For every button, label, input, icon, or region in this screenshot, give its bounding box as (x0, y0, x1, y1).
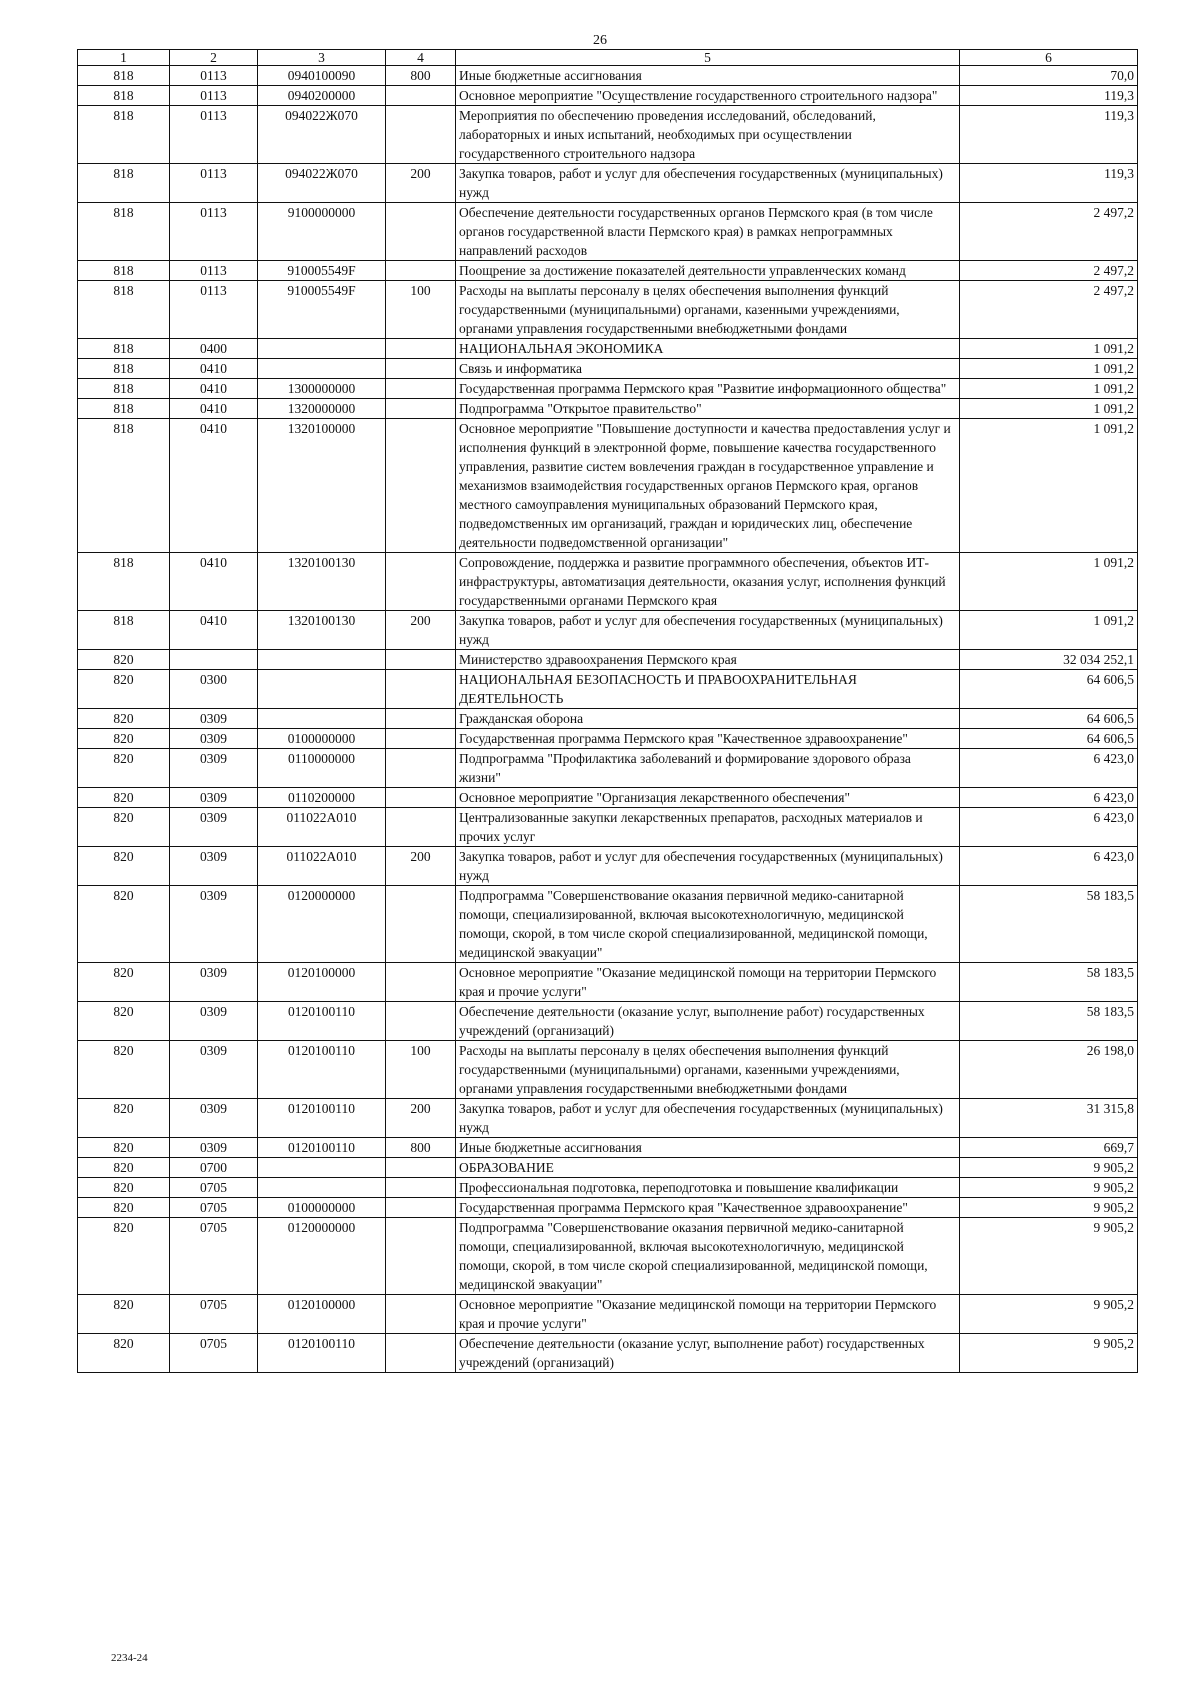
cell-expense-type (386, 788, 456, 808)
cell-amount: 1 091,2 (960, 553, 1138, 611)
cell-description: Основное мероприятие "Осуществление государственного строительного надзора" (456, 86, 960, 106)
cell-description: Расходы на выплаты персоналу в целях обеспечения выполнения функций государственными (муниципальными) органами, казенными учреждениями, органами управления государственными внебюджетными фондами (456, 281, 960, 339)
table-row (78, 709, 1138, 729)
cell-ministry-code: 818 (78, 339, 170, 359)
cell-ministry-code: 820 (78, 1002, 170, 1041)
cell-ministry-code: 818 (78, 611, 170, 650)
table-row (78, 1041, 1138, 1099)
cell-ministry-code: 820 (78, 729, 170, 749)
cell-target-article (258, 650, 386, 670)
cell-ministry-code: 820 (78, 709, 170, 729)
cell-amount: 58 183,5 (960, 963, 1138, 1002)
cell-target-article (258, 709, 386, 729)
table-row (78, 553, 1138, 611)
cell-ministry-code: 820 (78, 1218, 170, 1295)
cell-ministry-code: 818 (78, 203, 170, 261)
cell-expense-type (386, 808, 456, 847)
cell-target-article: 094022Ж070 (258, 164, 386, 203)
cell-ministry-code: 818 (78, 553, 170, 611)
cell-expense-type (386, 399, 456, 419)
cell-ministry-code: 818 (78, 106, 170, 164)
cell-section-code (170, 650, 258, 670)
table-row (78, 847, 1138, 886)
cell-expense-type (386, 86, 456, 106)
cell-ministry-code: 818 (78, 399, 170, 419)
cell-section-code: 0113 (170, 203, 258, 261)
cell-ministry-code: 820 (78, 650, 170, 670)
cell-amount: 9 905,2 (960, 1158, 1138, 1178)
cell-target-article: 011022А010 (258, 847, 386, 886)
cell-amount: 31 315,8 (960, 1099, 1138, 1138)
cell-expense-type (386, 106, 456, 164)
table-header-row (78, 50, 1138, 66)
cell-ministry-code: 820 (78, 847, 170, 886)
cell-target-article (258, 359, 386, 379)
cell-description: Поощрение за достижение показателей деятельности управленческих команд (456, 261, 960, 281)
cell-amount: 1 091,2 (960, 379, 1138, 399)
cell-section-code: 0400 (170, 339, 258, 359)
table-row (78, 1198, 1138, 1218)
cell-ministry-code: 818 (78, 164, 170, 203)
table-row (78, 749, 1138, 788)
cell-description: Расходы на выплаты персоналу в целях обеспечения выполнения функций государственными (муниципальными) органами, казенными учреждениями, органами управления государственными внебюджетными фондами (456, 1041, 960, 1099)
cell-target-article (258, 339, 386, 359)
cell-ministry-code: 820 (78, 1198, 170, 1218)
cell-target-article: 1320100000 (258, 419, 386, 553)
cell-expense-type (386, 1178, 456, 1198)
cell-section-code: 0113 (170, 106, 258, 164)
table-row (78, 1295, 1138, 1334)
cell-section-code: 0309 (170, 1002, 258, 1041)
table-row (78, 963, 1138, 1002)
cell-description: Закупка товаров, работ и услуг для обеспечения государственных (муниципальных) нужд (456, 1099, 960, 1138)
cell-amount: 64 606,5 (960, 670, 1138, 709)
cell-amount: 64 606,5 (960, 709, 1138, 729)
table-row (78, 86, 1138, 106)
cell-section-code: 0113 (170, 281, 258, 339)
cell-description: Централизованные закупки лекарственных препаратов, расходных материалов и прочих услуг (456, 808, 960, 847)
table-row (78, 106, 1138, 164)
cell-ministry-code: 818 (78, 261, 170, 281)
table-row (78, 1218, 1138, 1295)
cell-amount: 6 423,0 (960, 749, 1138, 788)
cell-description: НАЦИОНАЛЬНАЯ ЭКОНОМИКА (456, 339, 960, 359)
cell-description: Государственная программа Пермского края "Качественное здравоохранение" (456, 1198, 960, 1218)
cell-ministry-code: 820 (78, 886, 170, 963)
cell-amount: 9 905,2 (960, 1295, 1138, 1334)
column-header-4: 4 (386, 50, 456, 66)
cell-ministry-code: 818 (78, 379, 170, 399)
cell-description: Подпрограмма "Совершенствование оказания первичной медико-санитарной помощи, специализированной, включая высокотехнологичную, медицинской помощи, скорой, в том числе скорой специализированной, медицинской помощи, медицинской эвакуации" (456, 1218, 960, 1295)
cell-description: Основное мероприятие "Организация лекарственного обеспечения" (456, 788, 960, 808)
cell-expense-type: 100 (386, 281, 456, 339)
cell-section-code: 0410 (170, 379, 258, 399)
cell-description: Иные бюджетные ассигнования (456, 1138, 960, 1158)
cell-description: Связь и информатика (456, 359, 960, 379)
cell-section-code: 0309 (170, 886, 258, 963)
cell-expense-type (386, 1334, 456, 1373)
cell-description: Закупка товаров, работ и услуг для обеспечения государственных (муниципальных) нужд (456, 164, 960, 203)
cell-section-code: 0309 (170, 1099, 258, 1138)
column-header-3: 3 (258, 50, 386, 66)
table-row (78, 670, 1138, 709)
cell-expense-type (386, 1295, 456, 1334)
cell-section-code: 0705 (170, 1295, 258, 1334)
table-row (78, 611, 1138, 650)
cell-expense-type: 200 (386, 611, 456, 650)
table-row (78, 650, 1138, 670)
cell-target-article: 0120100110 (258, 1138, 386, 1158)
cell-section-code: 0705 (170, 1178, 258, 1198)
cell-ministry-code: 820 (78, 963, 170, 1002)
column-header-6: 6 (960, 50, 1138, 66)
cell-amount: 1 091,2 (960, 419, 1138, 553)
table-row (78, 399, 1138, 419)
cell-amount: 119,3 (960, 164, 1138, 203)
cell-expense-type (386, 359, 456, 379)
cell-expense-type (386, 1198, 456, 1218)
cell-expense-type (386, 261, 456, 281)
cell-description: Закупка товаров, работ и услуг для обеспечения государственных (муниципальных) нужд (456, 847, 960, 886)
cell-ministry-code: 818 (78, 419, 170, 553)
cell-section-code: 0410 (170, 611, 258, 650)
cell-description: Государственная программа Пермского края "Развитие информационного общества" (456, 379, 960, 399)
cell-amount: 1 091,2 (960, 339, 1138, 359)
cell-target-article: 0120000000 (258, 1218, 386, 1295)
cell-expense-type (386, 1218, 456, 1295)
column-header-5: 5 (456, 50, 960, 66)
cell-section-code: 0113 (170, 66, 258, 86)
table-row (78, 1334, 1138, 1373)
cell-ministry-code: 820 (78, 670, 170, 709)
cell-description: Подпрограмма "Профилактика заболеваний и формирование здорового образа жизни" (456, 749, 960, 788)
cell-description: Профессиональная подготовка, переподготовка и повышение квалификации (456, 1178, 960, 1198)
cell-section-code: 0113 (170, 86, 258, 106)
cell-ministry-code: 820 (78, 1334, 170, 1373)
cell-target-article: 1320000000 (258, 399, 386, 419)
table-row (78, 788, 1138, 808)
cell-amount: 26 198,0 (960, 1041, 1138, 1099)
cell-target-article: 0940200000 (258, 86, 386, 106)
budget-table-container (77, 49, 1137, 1373)
document-code: 2234-24 (111, 1652, 148, 1664)
cell-amount: 2 497,2 (960, 261, 1138, 281)
cell-description: Иные бюджетные ассигнования (456, 66, 960, 86)
cell-amount: 1 091,2 (960, 399, 1138, 419)
cell-ministry-code: 820 (78, 1138, 170, 1158)
cell-expense-type (386, 553, 456, 611)
cell-description: Основное мероприятие "Оказание медицинской помощи на территории Пермского края и прочие услуги" (456, 1295, 960, 1334)
cell-expense-type (386, 379, 456, 399)
cell-expense-type: 800 (386, 1138, 456, 1158)
table-row (78, 1158, 1138, 1178)
table-row (78, 281, 1138, 339)
cell-amount: 9 905,2 (960, 1334, 1138, 1373)
cell-description: Государственная программа Пермского края "Качественное здравоохранение" (456, 729, 960, 749)
cell-amount: 1 091,2 (960, 359, 1138, 379)
cell-expense-type (386, 203, 456, 261)
table-row (78, 729, 1138, 749)
table-row (78, 1138, 1138, 1158)
table-row (78, 339, 1138, 359)
cell-description: Обеспечение деятельности (оказание услуг, выполнение работ) государственных учреждений (организаций) (456, 1002, 960, 1041)
cell-target-article: 011022А010 (258, 808, 386, 847)
cell-description: Мероприятия по обеспечению проведения исследований, обследований, лабораторных и иных испытаний, необходимых при осуществлении государственного строительного надзора (456, 106, 960, 164)
cell-target-article: 0100000000 (258, 1198, 386, 1218)
cell-target-article: 0120000000 (258, 886, 386, 963)
cell-section-code: 0410 (170, 419, 258, 553)
cell-ministry-code: 820 (78, 808, 170, 847)
cell-amount: 119,3 (960, 106, 1138, 164)
cell-target-article: 1320100130 (258, 553, 386, 611)
cell-amount: 9 905,2 (960, 1178, 1138, 1198)
cell-description: Гражданская оборона (456, 709, 960, 729)
cell-expense-type: 100 (386, 1041, 456, 1099)
cell-expense-type (386, 886, 456, 963)
cell-expense-type (386, 339, 456, 359)
cell-ministry-code: 820 (78, 1178, 170, 1198)
cell-description: Подпрограмма "Открытое правительство" (456, 399, 960, 419)
cell-ministry-code: 818 (78, 281, 170, 339)
cell-amount: 6 423,0 (960, 808, 1138, 847)
cell-description: Сопровождение, поддержка и развитие программного обеспечения, объектов ИТ-инфраструктуры, автоматизация деятельности, оказания услуг, исполнения функций государственными органами Пермского края (456, 553, 960, 611)
cell-amount: 70,0 (960, 66, 1138, 86)
cell-expense-type (386, 729, 456, 749)
cell-target-article: 1300000000 (258, 379, 386, 399)
cell-description: Министерство здравоохранения Пермского края (456, 650, 960, 670)
cell-target-article: 0120100000 (258, 963, 386, 1002)
cell-section-code: 0410 (170, 399, 258, 419)
table-row (78, 203, 1138, 261)
cell-ministry-code: 818 (78, 66, 170, 86)
cell-expense-type: 200 (386, 1099, 456, 1138)
table-row (78, 66, 1138, 86)
cell-expense-type (386, 670, 456, 709)
cell-expense-type (386, 1002, 456, 1041)
cell-ministry-code: 820 (78, 1295, 170, 1334)
cell-target-article: 094022Ж070 (258, 106, 386, 164)
cell-ministry-code: 820 (78, 1099, 170, 1138)
cell-section-code: 0309 (170, 729, 258, 749)
cell-target-article: 0110000000 (258, 749, 386, 788)
cell-section-code: 0309 (170, 749, 258, 788)
cell-section-code: 0309 (170, 1041, 258, 1099)
cell-section-code: 0113 (170, 164, 258, 203)
cell-target-article: 0120100110 (258, 1334, 386, 1373)
page-number: 26 (593, 33, 607, 48)
cell-section-code: 0705 (170, 1334, 258, 1373)
cell-expense-type (386, 963, 456, 1002)
cell-target-article (258, 670, 386, 709)
cell-expense-type (386, 1158, 456, 1178)
cell-description: НАЦИОНАЛЬНАЯ БЕЗОПАСНОСТЬ И ПРАВООХРАНИТЕЛЬНАЯ ДЕЯТЕЛЬНОСТЬ (456, 670, 960, 709)
cell-ministry-code: 818 (78, 359, 170, 379)
cell-amount: 9 905,2 (960, 1218, 1138, 1295)
table-row (78, 1002, 1138, 1041)
cell-description: ОБРАЗОВАНИЕ (456, 1158, 960, 1178)
cell-target-article: 1320100130 (258, 611, 386, 650)
table-row (78, 164, 1138, 203)
cell-section-code: 0410 (170, 359, 258, 379)
cell-section-code: 0309 (170, 1138, 258, 1158)
cell-expense-type (386, 709, 456, 729)
cell-target-article: 0120100110 (258, 1002, 386, 1041)
cell-target-article: 9100000000 (258, 203, 386, 261)
cell-amount: 1 091,2 (960, 611, 1138, 650)
cell-amount: 58 183,5 (960, 886, 1138, 963)
cell-target-article: 0120100000 (258, 1295, 386, 1334)
cell-amount: 119,3 (960, 86, 1138, 106)
cell-expense-type: 200 (386, 847, 456, 886)
cell-amount: 6 423,0 (960, 788, 1138, 808)
table-row (78, 359, 1138, 379)
cell-target-article: 0120100110 (258, 1041, 386, 1099)
cell-section-code: 0705 (170, 1218, 258, 1295)
cell-section-code: 0113 (170, 261, 258, 281)
cell-section-code: 0309 (170, 963, 258, 1002)
cell-section-code: 0309 (170, 709, 258, 729)
cell-target-article (258, 1178, 386, 1198)
column-header-1: 1 (78, 50, 170, 66)
table-row (78, 379, 1138, 399)
cell-target-article (258, 1158, 386, 1178)
table-row (78, 419, 1138, 553)
cell-section-code: 0410 (170, 553, 258, 611)
cell-expense-type (386, 749, 456, 788)
table-row (78, 886, 1138, 963)
cell-ministry-code: 820 (78, 1158, 170, 1178)
cell-amount: 2 497,2 (960, 281, 1138, 339)
cell-target-article: 0120100110 (258, 1099, 386, 1138)
cell-ministry-code: 818 (78, 86, 170, 106)
cell-description: Обеспечение деятельности государственных органов Пермского края (в том числе органов государственной власти Пермского края) в рамках непрограммных направлений расходов (456, 203, 960, 261)
cell-target-article: 910005549F (258, 261, 386, 281)
table-body (78, 66, 1138, 1373)
cell-section-code: 0309 (170, 788, 258, 808)
cell-expense-type (386, 650, 456, 670)
cell-amount: 64 606,5 (960, 729, 1138, 749)
cell-target-article: 910005549F (258, 281, 386, 339)
cell-target-article: 0940100090 (258, 66, 386, 86)
cell-section-code: 0705 (170, 1198, 258, 1218)
table-row (78, 808, 1138, 847)
cell-section-code: 0309 (170, 847, 258, 886)
cell-description: Закупка товаров, работ и услуг для обеспечения государственных (муниципальных) нужд (456, 611, 960, 650)
table-row (78, 261, 1138, 281)
cell-target-article: 0100000000 (258, 729, 386, 749)
cell-target-article: 0110200000 (258, 788, 386, 808)
cell-description: Основное мероприятие "Повышение доступности и качества предоставления услуг и исполнения функций в электронной форме, повышение качества государственного управления, развитие систем вовлечения граждан в государственное управление и механизмов взаимодействия государственных органов Пермского края, органов местного самоуправления муниципальных образований Пермского края, подведомственных им организаций, граждан и юридических лиц, обеспечение деятельности подведомственной организации" (456, 419, 960, 553)
cell-amount: 2 497,2 (960, 203, 1138, 261)
column-header-2: 2 (170, 50, 258, 66)
cell-amount: 32 034 252,1 (960, 650, 1138, 670)
cell-amount: 669,7 (960, 1138, 1138, 1158)
cell-section-code: 0300 (170, 670, 258, 709)
cell-expense-type (386, 419, 456, 553)
table-row (78, 1178, 1138, 1198)
cell-amount: 9 905,2 (960, 1198, 1138, 1218)
cell-description: Подпрограмма "Совершенствование оказания первичной медико-санитарной помощи, специализированной, включая высокотехнологичную, медицинской помощи, скорой, в том числе скорой специализированной, медицинской помощи, медицинской эвакуации" (456, 886, 960, 963)
table-row (78, 1099, 1138, 1138)
cell-description: Основное мероприятие "Оказание медицинской помощи на территории Пермского края и прочие услуги" (456, 963, 960, 1002)
cell-amount: 6 423,0 (960, 847, 1138, 886)
cell-expense-type: 800 (386, 66, 456, 86)
cell-ministry-code: 820 (78, 1041, 170, 1099)
cell-section-code: 0309 (170, 808, 258, 847)
cell-description: Обеспечение деятельности (оказание услуг, выполнение работ) государственных учреждений (организаций) (456, 1334, 960, 1373)
cell-expense-type: 200 (386, 164, 456, 203)
cell-ministry-code: 820 (78, 749, 170, 788)
cell-section-code: 0700 (170, 1158, 258, 1178)
cell-amount: 58 183,5 (960, 1002, 1138, 1041)
budget-table (77, 49, 1138, 1373)
cell-ministry-code: 820 (78, 788, 170, 808)
